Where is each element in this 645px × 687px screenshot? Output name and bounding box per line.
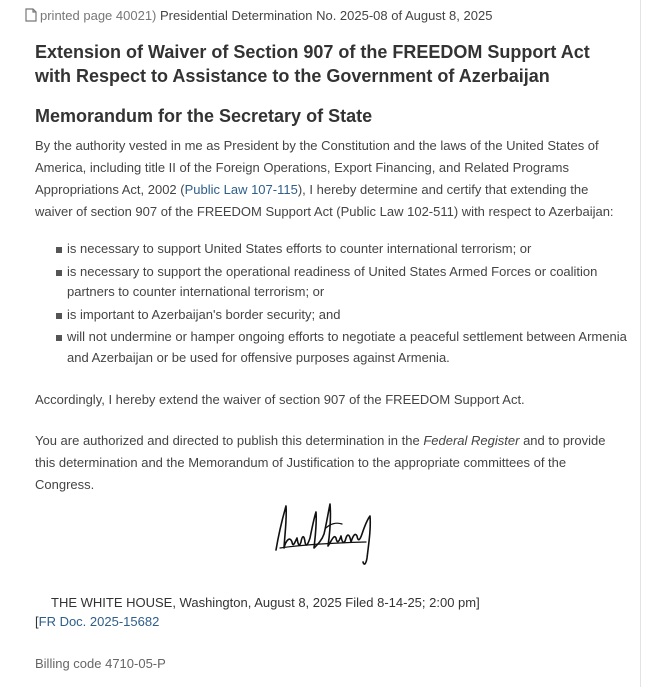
intro-paragraph <box>35 135 625 223</box>
accordingly-paragraph: Accordingly, I hereby extend the waiver of section 907 of the FREEDOM Support Act. <box>35 392 525 407</box>
authorization-paragraph: You are authorized and directed to publish this determination in the Federal Register and to provide this determination and the Memorandum of Justification to the appropriate committees of the Congress. <box>35 433 606 492</box>
intro-text-1: By the authority vested in me as President by the Constitution and the laws of the United States of America, including title II of the Foreign Operations, Export Financing, and Related Programs Appropriations Act, 2002 ( <box>35 138 599 197</box>
list-item: is important to Azerbaijan's border security; and <box>35 305 630 326</box>
bullet-square-icon <box>56 335 62 341</box>
intro-text-2: ), I hereby determine and certify that extending the waiver of section 907 of the FREEDOM Support Act (Public Law 102-511) with respect to Azerbaijan: <box>35 182 614 219</box>
bullet-square-icon <box>56 247 62 253</box>
printed-page-line <box>24 8 492 25</box>
document-title: Extension of Waiver of Section 907 of the FREEDOM Support Act with Respect to Assistance to the Government of Azerbaijan <box>35 42 590 86</box>
public-law-link[interactable]: Public Law 107-115 <box>184 182 298 197</box>
list-item: will not undermine or hamper ongoing efforts to negotiate a peaceful settlement between Armenia and Azerbaijan or be used for offensive purposes against Armenia. <box>35 327 630 368</box>
white-house-dateline: THE WHITE HOUSE, Washington, August 8, 2025 Filed 8-14-25; 2:00 pm] <box>51 595 480 610</box>
page-border <box>640 0 641 687</box>
memo-heading: Memorandum for the Secretary of State <box>35 106 373 126</box>
fr-doc-line: [FR Doc. 2025-15682 <box>35 614 160 629</box>
billing-code: Billing code 4710-05-P <box>35 656 166 671</box>
list-item: is necessary to support the operational readiness of United States Armed Forces or coalition partners to counter international terrorism; or <box>35 262 630 303</box>
fr-doc-link[interactable]: FR Doc. 2025-15682 <box>38 614 160 629</box>
page-icon <box>24 8 38 25</box>
signature-image <box>270 498 390 570</box>
federal-register-italic: Federal Register <box>423 433 520 448</box>
bullet-square-icon <box>56 270 62 276</box>
bullet-square-icon <box>56 313 62 319</box>
printed-page-number: printed page 40021) <box>40 8 157 23</box>
list-item: is necessary to support United States efforts to counter international terrorism; or <box>35 239 630 260</box>
determination-reference: Presidential Determination No. 2025-08 of August 8, 2025 <box>160 8 493 23</box>
certification-list <box>35 239 630 370</box>
